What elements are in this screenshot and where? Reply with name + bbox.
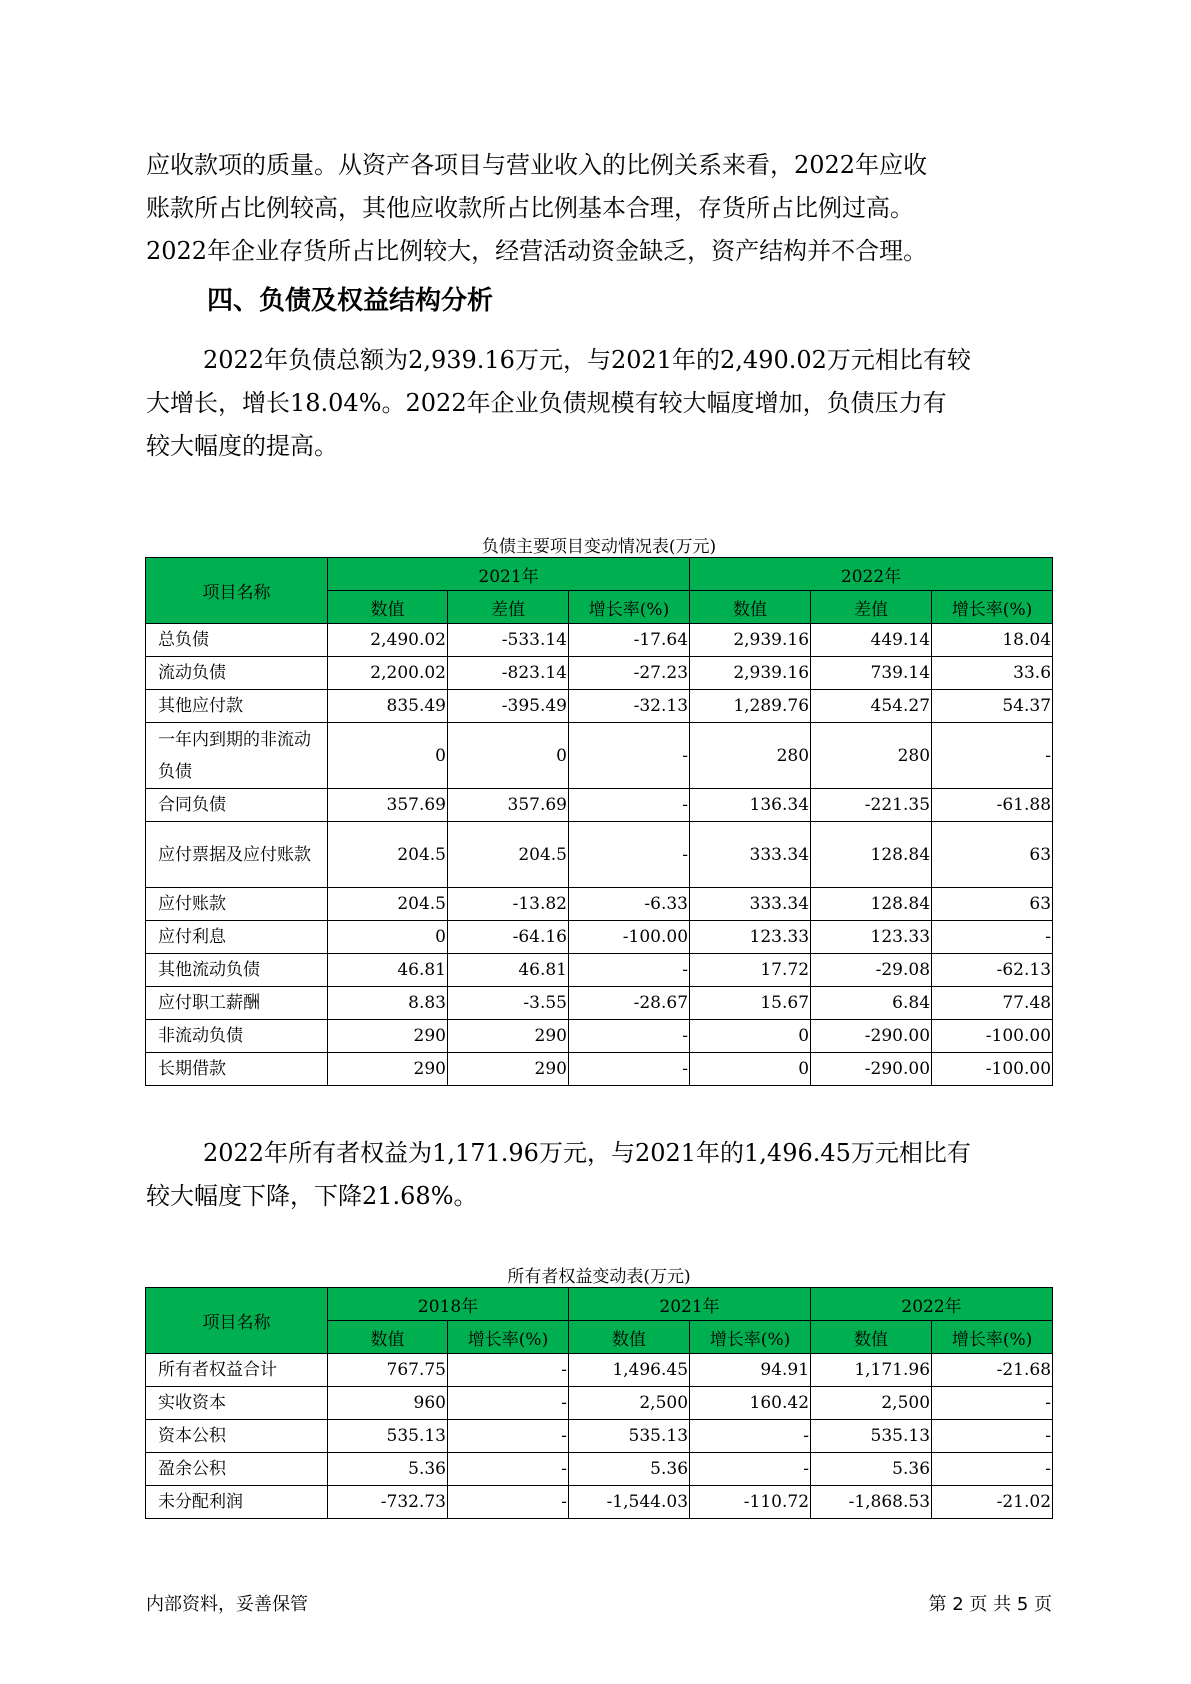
table-row <box>146 690 1053 723</box>
table-cell: -21.68 <box>932 1354 1053 1387</box>
table-cell: 94.91 <box>690 1354 811 1387</box>
table-cell: 5.36 <box>811 1453 932 1486</box>
table-cell: 136.34 <box>690 789 811 822</box>
subcolumn-header: 增长率(%) <box>690 1321 811 1354</box>
table-cell: 280 <box>811 723 932 789</box>
subcolumn-header: 增长率(%) <box>932 591 1053 624</box>
row-label: 应付职工薪酬 <box>146 987 328 1020</box>
table-cell: 2,939.16 <box>690 657 811 690</box>
table-cell: -21.02 <box>932 1486 1053 1519</box>
table-cell: -13.82 <box>448 888 569 921</box>
table-row <box>146 954 1053 987</box>
subcolumn-header: 差值 <box>448 591 569 624</box>
table-row <box>146 1453 1053 1486</box>
table-cell: -732.73 <box>328 1486 448 1519</box>
footer-page-number: 第 2 页 共 5 页 <box>928 1594 1052 1615</box>
table-cell: 739.14 <box>811 657 932 690</box>
table-cell: 0 <box>448 723 569 789</box>
row-label: 总负债 <box>146 624 328 657</box>
liabilities-line: 2022年负债总额为2,939.16万元，与2021年的2,490.02万元相比有较 <box>203 346 971 374</box>
table-cell: 835.49 <box>328 690 448 723</box>
table-cell: -110.72 <box>690 1486 811 1519</box>
table-cell: - <box>448 1486 569 1519</box>
table-cell: - <box>569 1020 690 1053</box>
subcolumn-header: 增长率(%) <box>569 591 690 624</box>
table-cell: 33.6 <box>932 657 1053 690</box>
table-cell: 290 <box>328 1020 448 1053</box>
table-cell: -533.14 <box>448 624 569 657</box>
table-cell: 0 <box>690 1020 811 1053</box>
subcolumn-header: 数值 <box>569 1321 690 1354</box>
intro-line: 应收款项的质量。从资产各项目与营业收入的比例关系来看，2022年应收 <box>146 151 928 179</box>
table-cell: -100.00 <box>932 1053 1053 1086</box>
table-cell: - <box>932 1420 1053 1453</box>
table-cell: - <box>932 1453 1053 1486</box>
table-cell: 128.84 <box>811 888 932 921</box>
table-cell: 767.75 <box>328 1354 448 1387</box>
table-cell: 204.5 <box>328 822 448 888</box>
year-header: 2022年 <box>690 558 1053 591</box>
column-header-item: 项目名称 <box>146 1288 328 1354</box>
table-cell: 280 <box>690 723 811 789</box>
table-cell: 2,200.02 <box>328 657 448 690</box>
table-row <box>146 789 1053 822</box>
table-row <box>146 657 1053 690</box>
table-row <box>146 921 1053 954</box>
table-cell: 123.33 <box>690 921 811 954</box>
table-cell: 8.83 <box>328 987 448 1020</box>
table-cell: - <box>932 723 1053 789</box>
table-cell: 160.42 <box>690 1387 811 1420</box>
table-cell: 2,500 <box>569 1387 690 1420</box>
table-cell: - <box>690 1453 811 1486</box>
subcolumn-header: 增长率(%) <box>932 1321 1053 1354</box>
table-cell: 46.81 <box>328 954 448 987</box>
equity-line: 较大幅度下降，下降21.68%。 <box>146 1182 478 1210</box>
table-row <box>146 1354 1053 1387</box>
table-cell: 123.33 <box>811 921 932 954</box>
liabilities-line: 大增长，增长18.04%。2022年企业负债规模有较大幅度增加，负债压力有 <box>146 389 947 417</box>
row-label: 其他应付款 <box>146 690 328 723</box>
liabilities-table <box>145 557 1053 1086</box>
table-cell: -100.00 <box>569 921 690 954</box>
equity-table <box>145 1287 1053 1519</box>
row-label: 资本公积 <box>146 1420 328 1453</box>
row-label: 所有者权益合计 <box>146 1354 328 1387</box>
year-header: 2022年 <box>811 1288 1053 1321</box>
table-cell: - <box>448 1354 569 1387</box>
table-cell: -62.13 <box>932 954 1053 987</box>
table-cell: - <box>569 789 690 822</box>
year-header: 2018年 <box>328 1288 569 1321</box>
table-cell: -27.23 <box>569 657 690 690</box>
table-cell: -290.00 <box>811 1020 932 1053</box>
row-label: 应付利息 <box>146 921 328 954</box>
table-cell: 449.14 <box>811 624 932 657</box>
row-label: 一年内到期的非流动负债 <box>146 723 328 789</box>
row-label: 盈余公积 <box>146 1453 328 1486</box>
table-cell: 204.5 <box>328 888 448 921</box>
row-label: 其他流动负债 <box>146 954 328 987</box>
year-header: 2021年 <box>328 558 690 591</box>
table-cell: 960 <box>328 1387 448 1420</box>
table-cell: 357.69 <box>448 789 569 822</box>
table-cell: -221.35 <box>811 789 932 822</box>
table-cell: 77.48 <box>932 987 1053 1020</box>
equity-table-caption: 所有者权益变动表(万元) <box>507 1267 691 1287</box>
row-label: 长期借款 <box>146 1053 328 1086</box>
table-cell: - <box>448 1387 569 1420</box>
table-cell: 63 <box>932 888 1053 921</box>
table-row <box>146 1420 1053 1453</box>
subcolumn-header: 数值 <box>328 1321 448 1354</box>
table-cell: 1,496.45 <box>569 1354 690 1387</box>
table-cell: -100.00 <box>932 1020 1053 1053</box>
table-cell: 6.84 <box>811 987 932 1020</box>
table-cell: 46.81 <box>448 954 569 987</box>
table-cell: - <box>448 1420 569 1453</box>
table-cell: 15.67 <box>690 987 811 1020</box>
table-cell: -290.00 <box>811 1053 932 1086</box>
table-cell: 357.69 <box>328 789 448 822</box>
table-cell: 290 <box>448 1020 569 1053</box>
table-cell: 128.84 <box>811 822 932 888</box>
table-row <box>146 987 1053 1020</box>
table-cell: -1,868.53 <box>811 1486 932 1519</box>
equity-line: 2022年所有者权益为1,171.96万元，与2021年的1,496.45万元相比有 <box>203 1139 971 1167</box>
table-cell: - <box>569 723 690 789</box>
table-row <box>146 1387 1053 1420</box>
intro-line: 2022年企业存货所占比例较大，经营活动资金缺乏，资产结构并不合理。 <box>146 237 928 265</box>
table-cell: 1,171.96 <box>811 1354 932 1387</box>
row-label: 实收资本 <box>146 1387 328 1420</box>
table-cell: 290 <box>328 1053 448 1086</box>
table-cell: 2,500 <box>811 1387 932 1420</box>
intro-line: 账款所占比例较高，其他应收款所占比例基本合理，存货所占比例过高。 <box>146 194 914 222</box>
table-cell: - <box>932 1387 1053 1420</box>
subcolumn-header: 增长率(%) <box>448 1321 569 1354</box>
row-label: 非流动负债 <box>146 1020 328 1053</box>
table-cell: 17.72 <box>690 954 811 987</box>
row-label: 应付票据及应付账款 <box>146 822 328 888</box>
section-heading: 四、负债及权益结构分析 <box>207 286 494 316</box>
table-cell: -32.13 <box>569 690 690 723</box>
table-cell: - <box>932 921 1053 954</box>
table-cell: 54.37 <box>932 690 1053 723</box>
table-cell: - <box>690 1420 811 1453</box>
table-row <box>146 888 1053 921</box>
table-cell: 333.34 <box>690 888 811 921</box>
row-label: 应付账款 <box>146 888 328 921</box>
table-cell: - <box>569 954 690 987</box>
table-row <box>146 723 1053 789</box>
table-cell: 535.13 <box>328 1420 448 1453</box>
table-cell: -61.88 <box>932 789 1053 822</box>
table-cell: -17.64 <box>569 624 690 657</box>
row-label: 流动负债 <box>146 657 328 690</box>
table-row <box>146 822 1053 888</box>
liabilities-table-caption: 负债主要项目变动情况表(万元) <box>481 537 717 557</box>
table-row <box>146 1053 1053 1086</box>
table-cell: 2,490.02 <box>328 624 448 657</box>
table-cell: -64.16 <box>448 921 569 954</box>
footer-confidential-note: 内部资料，妥善保管 <box>146 1594 308 1615</box>
table-cell: -3.55 <box>448 987 569 1020</box>
liabilities-line: 较大幅度的提高。 <box>146 432 338 460</box>
row-label: 合同负债 <box>146 789 328 822</box>
table-row <box>146 624 1053 657</box>
year-header: 2021年 <box>569 1288 811 1321</box>
table-cell: 0 <box>328 921 448 954</box>
table-cell: -823.14 <box>448 657 569 690</box>
table-cell: 1,289.76 <box>690 690 811 723</box>
table-cell: -1,544.03 <box>569 1486 690 1519</box>
table-cell: 0 <box>690 1053 811 1086</box>
table-cell: -28.67 <box>569 987 690 1020</box>
table-cell: 535.13 <box>811 1420 932 1453</box>
table-cell: - <box>448 1453 569 1486</box>
table-cell: 204.5 <box>448 822 569 888</box>
table-cell: 5.36 <box>328 1453 448 1486</box>
table-cell: 63 <box>932 822 1053 888</box>
subcolumn-header: 差值 <box>811 591 932 624</box>
table-cell: 5.36 <box>569 1453 690 1486</box>
table-cell: -395.49 <box>448 690 569 723</box>
table-row <box>146 1486 1053 1519</box>
table-cell: 0 <box>328 723 448 789</box>
table-cell: -29.08 <box>811 954 932 987</box>
table-cell: 454.27 <box>811 690 932 723</box>
table-row <box>146 1020 1053 1053</box>
table-cell: - <box>569 822 690 888</box>
row-label: 未分配利润 <box>146 1486 328 1519</box>
table-cell: 18.04 <box>932 624 1053 657</box>
table-cell: 333.34 <box>690 822 811 888</box>
table-cell: 290 <box>448 1053 569 1086</box>
table-cell: - <box>569 1053 690 1086</box>
table-cell: 2,939.16 <box>690 624 811 657</box>
column-header-item: 项目名称 <box>146 558 328 624</box>
table-cell: 535.13 <box>569 1420 690 1453</box>
subcolumn-header: 数值 <box>811 1321 932 1354</box>
table-cell: -6.33 <box>569 888 690 921</box>
subcolumn-header: 数值 <box>328 591 448 624</box>
subcolumn-header: 数值 <box>690 591 811 624</box>
